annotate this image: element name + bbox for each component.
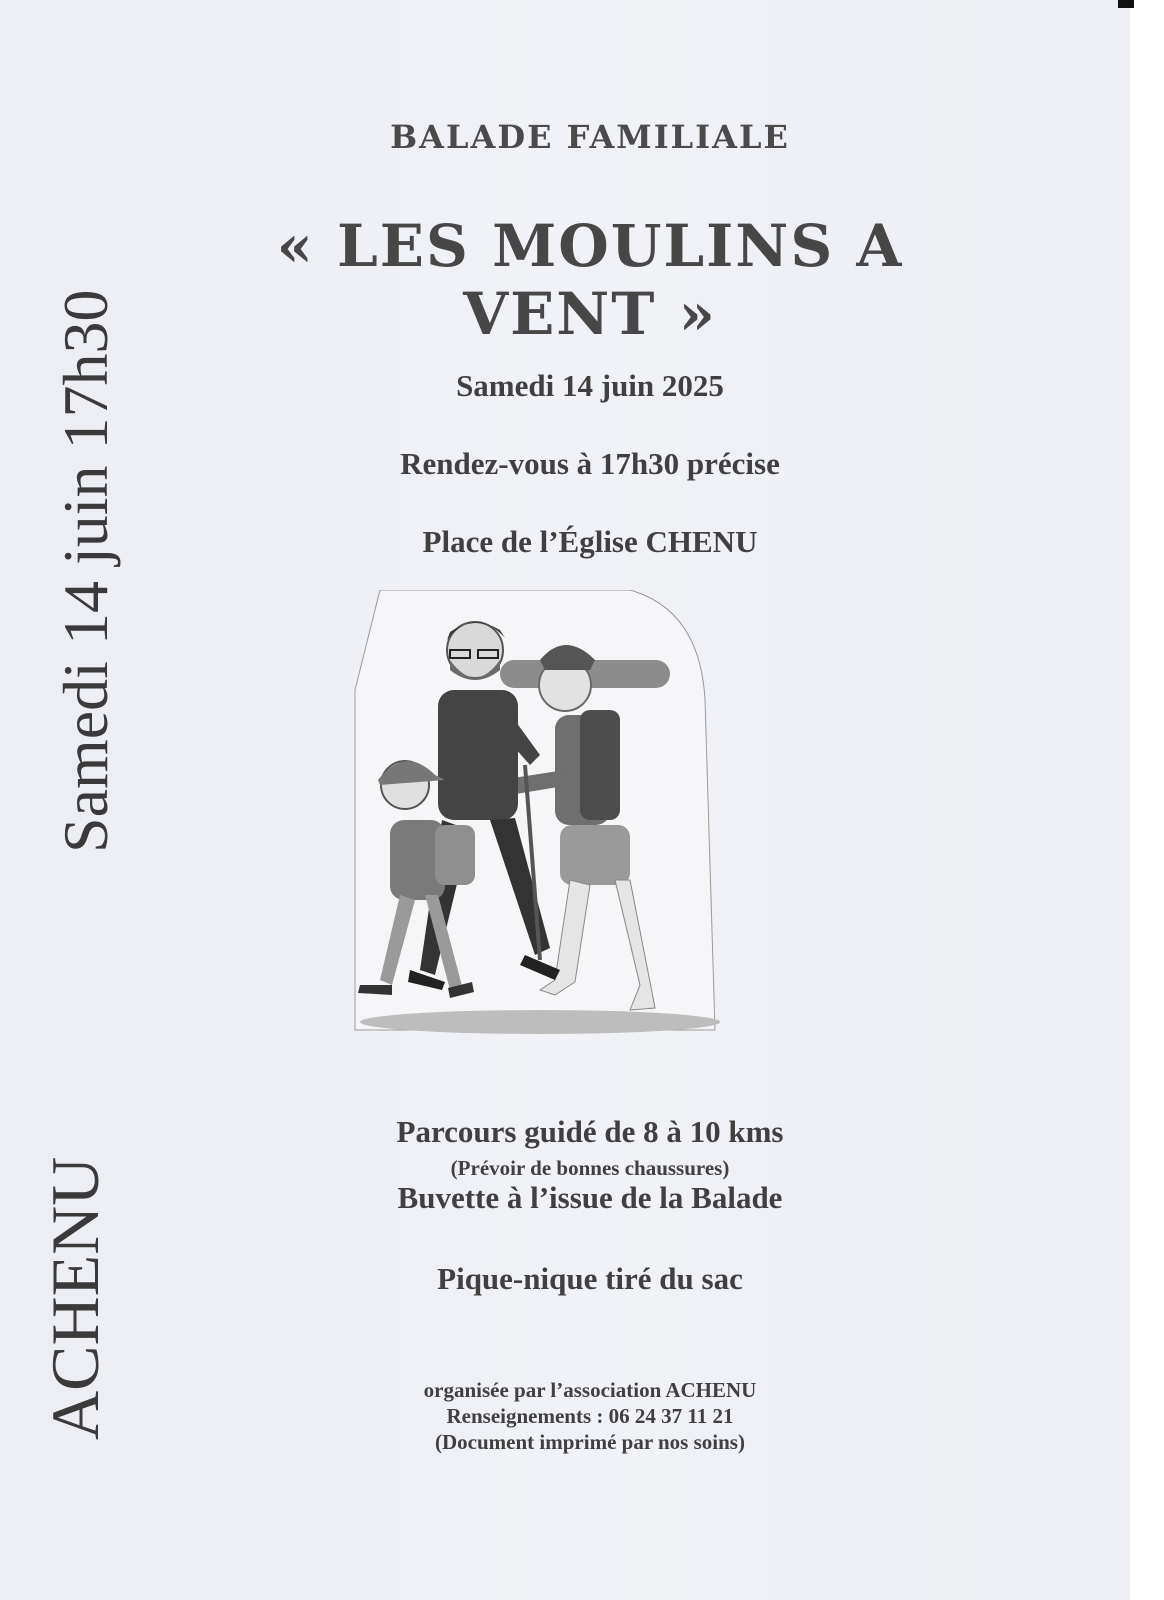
meeting-place: Place de l’Église CHENU: [422, 524, 758, 559]
route-note: (Prévoir de bonnes chaussures): [450, 1156, 730, 1180]
scan-mark: [1118, 0, 1134, 8]
side-date-text: Samedi 14 juin 17h30: [50, 289, 121, 853]
print-note: (Document imprimé par nos soins): [435, 1430, 745, 1454]
scan-edge: [1130, 0, 1164, 1600]
flyer-kicker: BALADE FAMILIALE: [390, 118, 790, 156]
picnic-info: Pique-nique tiré du sac: [437, 1261, 743, 1296]
meeting-time: Rendez-vous à 17h30 précise: [400, 446, 780, 481]
organizer-line: organisée par l’association ACHENU: [423, 1378, 757, 1402]
contact-line: Renseignements : 06 24 37 11 21: [446, 1404, 734, 1428]
refreshments-info: Buvette à l’issue de la Balade: [397, 1180, 783, 1215]
event-date: Samedi 14 juin 2025: [456, 368, 724, 403]
route-info: Parcours guidé de 8 à 10 kms: [396, 1114, 784, 1149]
flyer-title: « LES MOULINS A VENT »: [276, 212, 904, 348]
side-association-text: ACHENU: [37, 1156, 113, 1440]
family-hikers-illustration-icon: [350, 590, 730, 1050]
